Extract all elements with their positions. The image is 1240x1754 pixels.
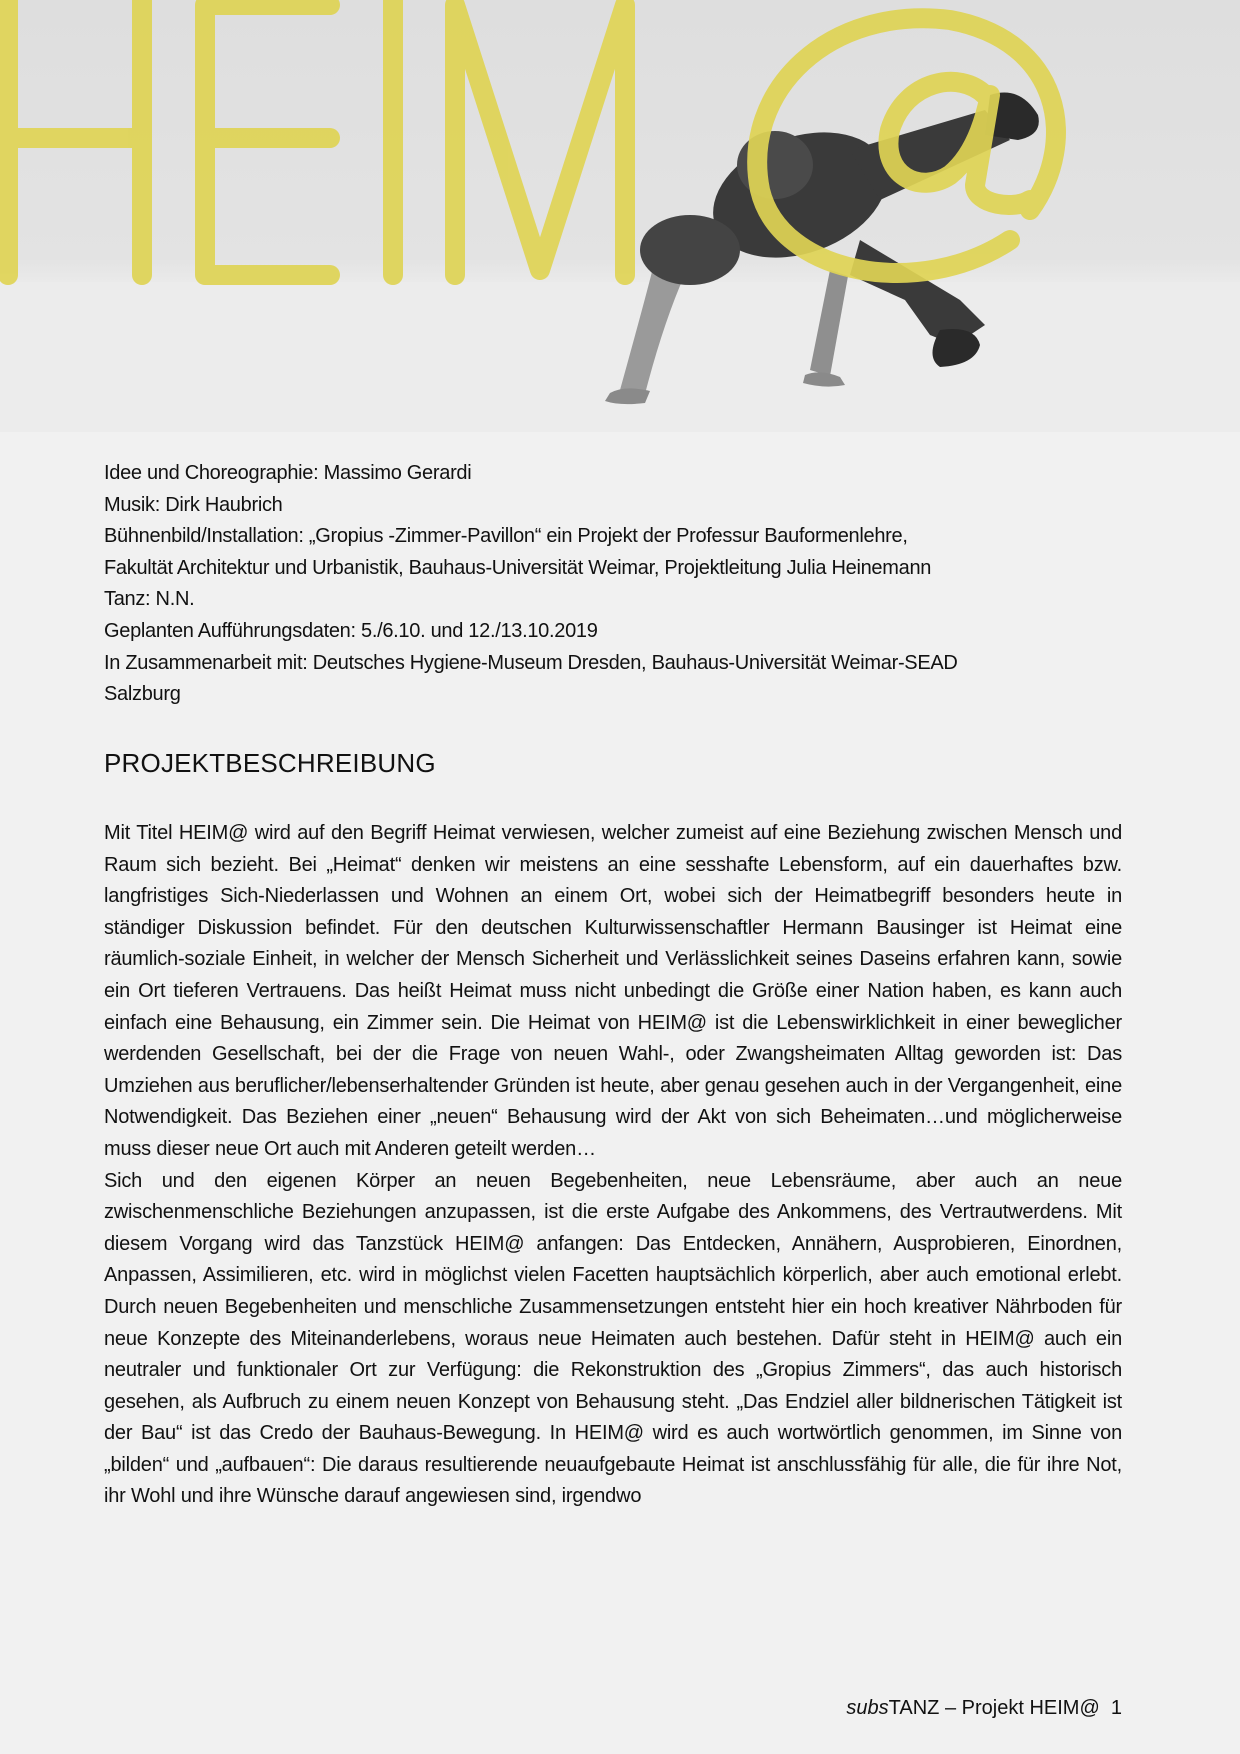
page-number: 1 bbox=[1110, 1697, 1122, 1719]
credit-stage-design: Bühnenbild/Installation: „Gropius -Zimmer-Pavillon“ ein Projekt der Professur Bauformenlehre, bbox=[104, 525, 908, 548]
credit-music: Musik: Dirk Haubrich bbox=[104, 493, 283, 516]
footer-separator: – bbox=[939, 1697, 962, 1719]
credit-dates: Geplanten Aufführungsdaten: 5./6.10. und 12./13.10.2019 bbox=[104, 619, 598, 642]
footer-brand: TANZ bbox=[888, 1697, 940, 1719]
credit-cooperation: In Zusammenarbeit mit: Deutsches Hygiene-Museum Dresden, Bauhaus-Universität Weimar-SEAD bbox=[104, 651, 958, 674]
credit-dance: Tanz: N.N. bbox=[104, 588, 195, 611]
paragraph: Sich und den eigenen Körper an neuen Begebenheiten, neue Lebensräume, aber auch an neue zwischenmenschliche Beziehungen anzupassen, ist die erste Aufgabe des Ankommens, des Vertrautwerdens. Mit diesem Vorgang wird das Tanzstück HEIM@ anfangen: Das Entdecken, Annähern, Ausprobieren, Einordnen, Anpassen, Assimilieren, etc. wird in möglichst vielen Facetten hauptsächlich körperlich, aber auch emotional erlebt. Durch neuen Begebenheiten und menschliche Zusammensetzungen entsteht hier ein hoch kreativer Nährboden für neue Konzepte des Miteinanderlebens, woraus neue Heimaten auch bestehen. Dafür steht in HEIM@ auch ein neutraler und funktionaler Ort zur Verfügung: die Rekonstruktion des „Gropius Zimmers“, das auch historisch gesehen, als Aufbruch zu einem neuen Konzept von Behausung steht. „Das Endziel aller bildnerischen Tätigkeit ist der Bau“ ist das Credo der Bauhaus-Bewegung. In HEIM@ wird es auch wortwörtlich genommen, im Sinne von „bilden“ und „aufbauen“: Die daraus resultierende neuaufgebaute Heimat ist anschlussfähig für alle, die für ihre Not, ihr Wohl und ihre Wünsche darauf angewiesen sind, irgendwo bbox=[104, 1169, 1122, 1508]
floor bbox=[0, 282, 1240, 432]
project-description bbox=[104, 818, 1122, 1513]
credit-stage-design-cont: Fakultät Architektur und Urbanistik, Bauhaus-Universität Weimar, Projektleitung Julia Heinemann bbox=[104, 556, 932, 579]
footer-brand-italic: subs bbox=[846, 1697, 889, 1719]
section-heading: PROJEKTBESCHREIBUNG bbox=[104, 748, 436, 778]
heim-title-graphic bbox=[8, 0, 1056, 275]
credit-choreography: Idee und Choreographie: Massimo Gerardi bbox=[104, 462, 472, 484]
credit-cooperation-cont: Salzburg bbox=[104, 683, 181, 706]
paragraph: Mit Titel HEIM@ wird auf den Begriff Heimat verwiesen, welcher zumeist auf eine Beziehung zwischen Mensch und Raum sich bezieht. Bei „Heimat“ denken wir meistens an eine sesshafte Lebensform, auf ein dauerhaftes bzw. langfristiges Sich-Niederlassen und Wohnen an einem Ort, wobei sich der Heimatbegriff besonders heute in ständiger Diskussion befindet. Für den deutschen Kulturwissenschaftler Hermann Bausinger ist Heimat eine räumlich-soziale Einheit, in welcher der Mensch Sicherheit und Verlässlichkeit seines Daseins erfahren kann, sowie ein Ort tieferen Vertrauens. Das heißt Heimat muss nicht unbedingt die Größe einer Nation haben, es kann auch einfach eine Behausung, ein Zimmer sein. Die Heimat von HEIM@ ist die Lebenswirklichkeit in einer beweglicher werdenden Gesellschaft, bei der die Frage von neuen Wahl-, oder Zwangsheimaten Alltag geworden ist: Das Umziehen aus beruflicher/lebenserhaltender Gründen ist heute, aber genau gesehen auch in der Vergangenheit, eine Notwendigkeit. Das Beziehen einer „neuen“ Behausung wird der Akt von sich Beheimaten…und möglicherweise muss dieser neue Ort auch mit Anderen geteilt werden… bbox=[104, 822, 1122, 1160]
page-footer bbox=[846, 1697, 1122, 1720]
header-image bbox=[0, 0, 1240, 432]
footer-project: Projekt HEIM@ bbox=[961, 1697, 1100, 1719]
heim-photo-graphic bbox=[0, 0, 1240, 432]
credits-block bbox=[104, 458, 1124, 711]
